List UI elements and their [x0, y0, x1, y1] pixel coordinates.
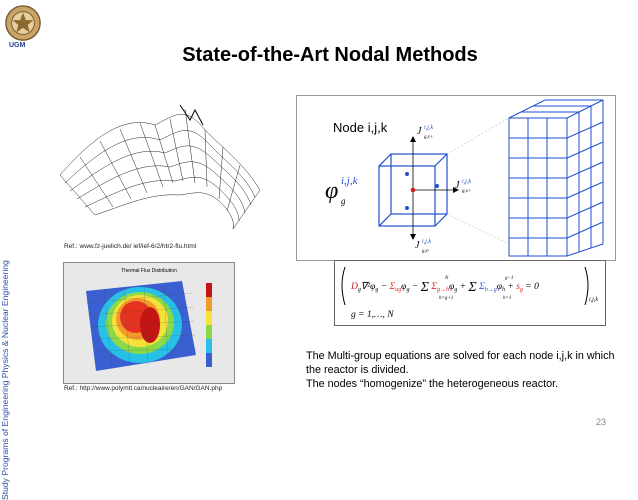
- page-number: 23: [596, 417, 607, 427]
- node-label: Node i,j,k: [333, 120, 388, 135]
- svg-text:g,z+: g,z+: [424, 135, 434, 140]
- description-text: [306, 349, 616, 391]
- svg-text:h=g+1: h=g+1: [439, 296, 454, 301]
- current-right-label: J: [455, 180, 460, 191]
- thermal-flux-title: Thermal Flux Distribution: [121, 268, 177, 274]
- current-bottom-label: J: [415, 240, 420, 251]
- svg-text:N: N: [445, 276, 449, 281]
- sidebar-line-2: Study Programs of Engineering Physics & Nuclear Engineering: [0, 260, 10, 500]
- equation-line-2: g = 1,…, N: [351, 310, 394, 320]
- thermal-flux-plot: [63, 262, 235, 384]
- svg-text:i,j,k: i,j,k: [422, 239, 431, 245]
- equation-line-1: $D_g\nabla^2\varphi_g - \Sigma_{ag}\varphi_g - \Sigma$ $\Sigma_{g\to h}\varphi_g + \Sigma$ $\Sigma_{h\to g}\varphi_h + s_g = 0$: [351, 280, 539, 295]
- svg-text:g−1: g−1: [505, 276, 514, 281]
- phi-superscript: i,j,k: [341, 175, 358, 187]
- figure1-reference: Ref.: www.fz-juelich.de/ ief/ief-6/2/htr2-flu.html: [64, 243, 197, 250]
- description-line-1: The Multi-group equations are solved for each node i,j,k in which the reactor is divided.: [306, 350, 615, 376]
- svg-text:g,x+: g,x+: [462, 189, 472, 194]
- figure2-reference: Ref.: http://www.polymtl.ca/nucleaire/en/GAN/GAN.php: [64, 385, 223, 392]
- equation-subscript: i,j,k: [589, 297, 598, 303]
- svg-text:i,j,k: i,j,k: [462, 179, 471, 185]
- description-line-2: The nodes “homogenize” the heterogeneous reactor.: [306, 378, 559, 390]
- svg-text:h=1: h=1: [503, 296, 512, 301]
- sidebar-department: [0, 140, 30, 500]
- svg-text:i,j,k: i,j,k: [424, 125, 433, 131]
- ugm-label: UGM: [9, 42, 26, 49]
- svg-text:g,z-: g,z-: [422, 249, 430, 254]
- multigroup-equation: [334, 260, 606, 326]
- ugm-logo-icon: [4, 4, 42, 42]
- node-diagram: [296, 95, 616, 261]
- flux-surface-plot: [55, 95, 265, 235]
- slide-title: State-of-the-Art Nodal Methods: [182, 44, 478, 66]
- current-top-label: J: [417, 126, 422, 137]
- phi-subscript: g: [341, 196, 346, 206]
- phi-symbol: φ: [325, 178, 339, 204]
